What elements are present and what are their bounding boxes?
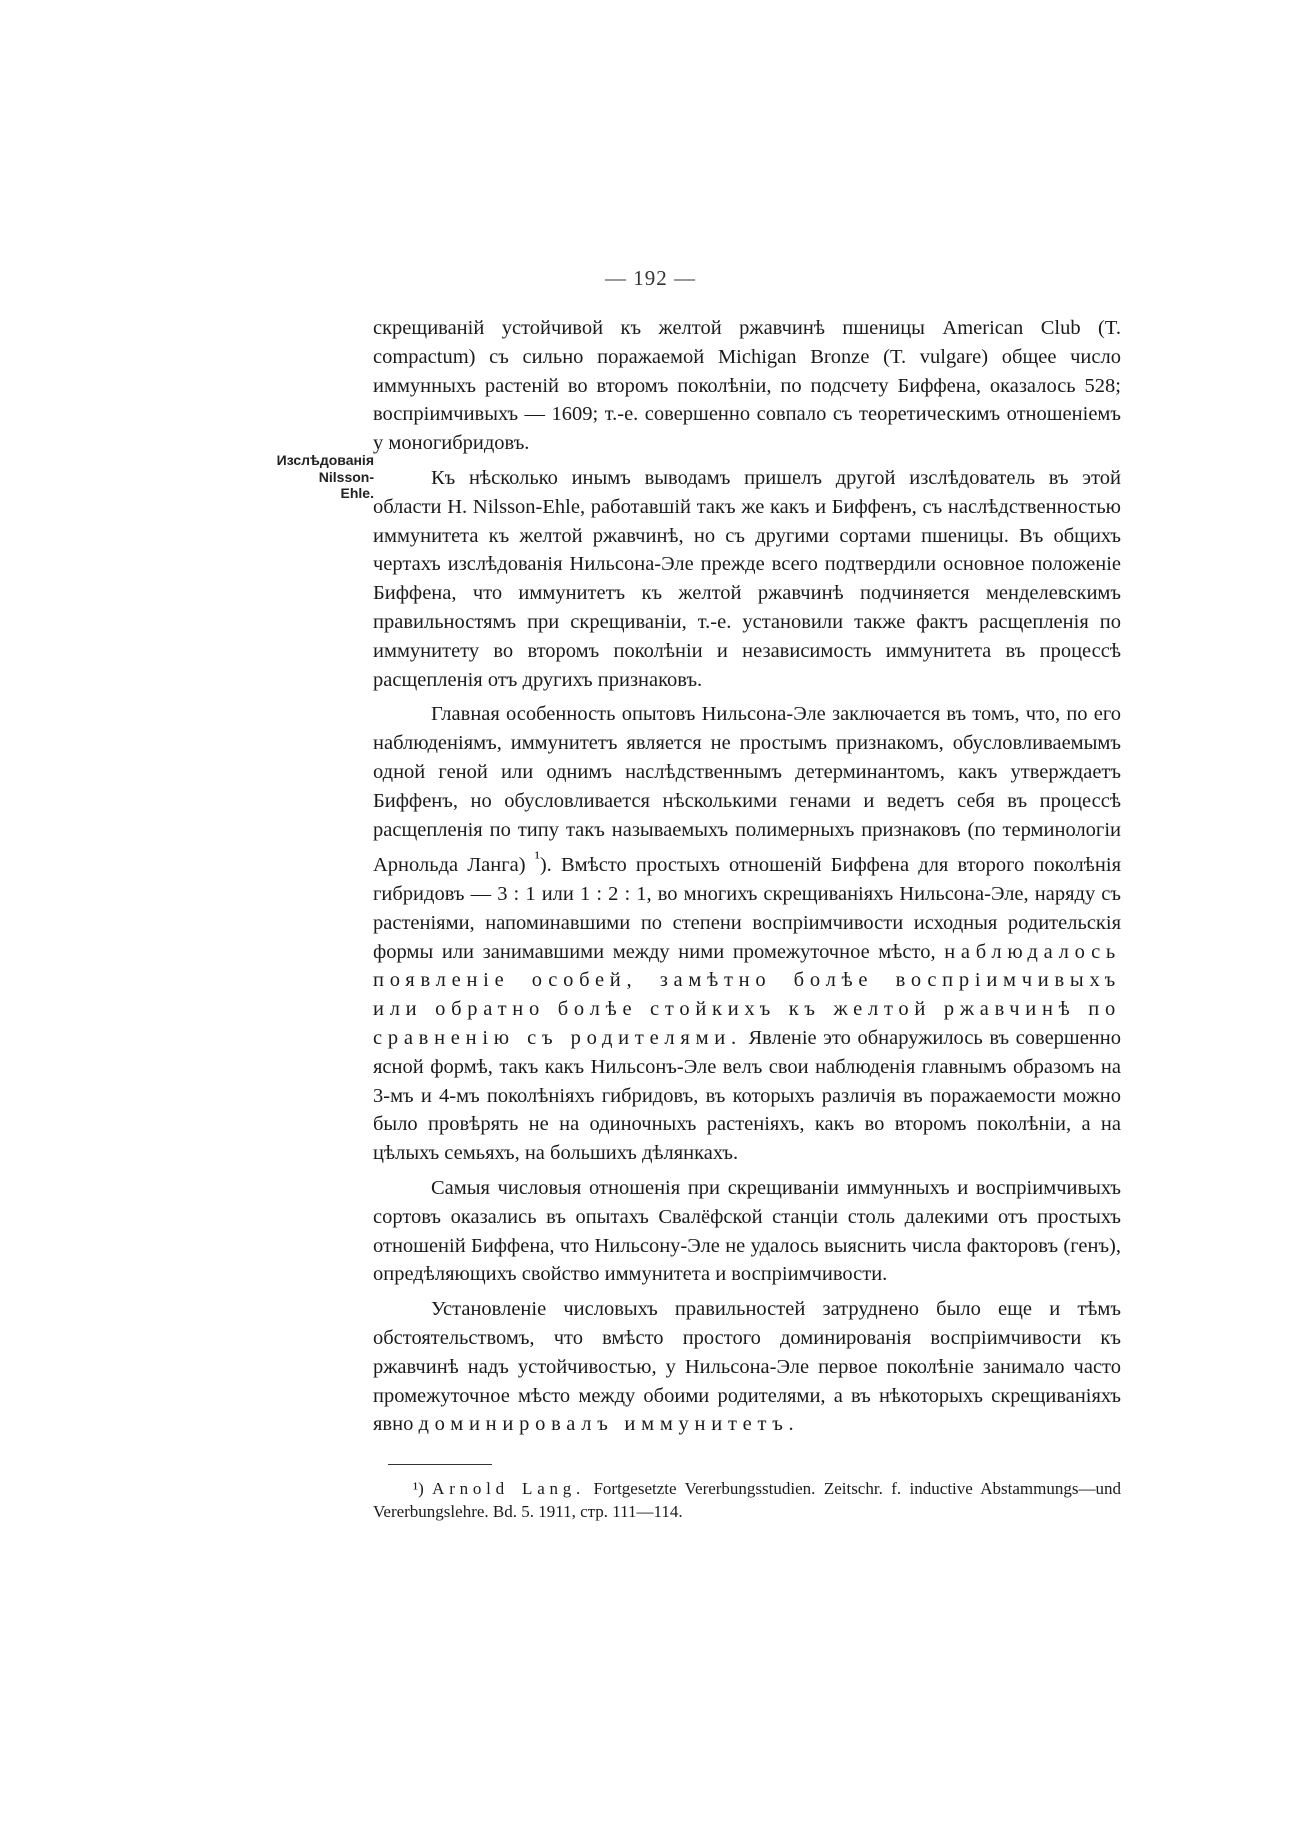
footnote-mark: ¹) bbox=[413, 1479, 424, 1498]
paragraph-text: Установленіе числовыхъ правильностей затруднено было еще и тѣмъ обстоятельствомъ, что вмѣсто простого доминированія воспріимчивости къ ржавчинѣ надъ устойчивостью, у Нильсона-Эле первое поколѣніе занимало часто промежуточное мѣсто между обоими родителями, а въ нѣкоторыхъ скрещиваніяхъ явно bbox=[373, 1298, 1121, 1436]
emphasized-text: наблюдалось появленіе особей, замѣтно болѣе воспріимчивыхъ или обратно болѣе стойкихъ къ желтой ржавчинѣ по сравненію съ родителями. bbox=[373, 940, 1121, 1049]
paragraph-text: Явленіе это обнаружилось въ совершенно ясной формѣ, такъ какъ Нильсонъ-Эле велъ свои наблюденія главнымъ образомъ на 3-мъ и 4-мъ поколѣніяхъ гибридовъ, въ которыхъ различія въ поражаемости можно было провѣрять не на одиночныхъ растеніяхъ, какъ во второмъ поколѣніи, а на цѣлыхъ семьяхъ, на большихъ дѣлянкахъ. bbox=[373, 1026, 1121, 1165]
paragraph-text: Главная особенность опытовъ Нильсона-Эле заключается въ томъ, что, по его наблюденіямъ, иммунитетъ является не простымъ признакомъ, обусловливаемымъ одной геной или однимъ наслѣдственнымъ детерминантомъ, какъ утверждаетъ Биффенъ, но обусловливается нѣсколькими генами и ведетъ себя въ процессѣ расщепленія по типу такъ называемыхъ полимерныхъ признаковъ (по терминологіи Арнольда Ланга) bbox=[373, 703, 1121, 877]
margin-note bbox=[268, 452, 374, 502]
footnote-divider bbox=[388, 1464, 492, 1465]
emphasized-text: доминировалъ иммунитетъ. bbox=[418, 1413, 800, 1436]
footnote bbox=[373, 1478, 1121, 1523]
paragraph bbox=[373, 700, 1121, 1168]
paragraph: Къ нѣсколько инымъ выводамъ пришелъ другой изслѣдователь въ этой области H. Nilsson-Ehle, работавшій такъ же какъ и Биффенъ, съ наслѣдственностью иммунитета къ желтой ржавчинѣ, но съ другими сортами пшеницы. Въ общихъ чертахъ изслѣдованія Нильсона-Эле прежде всего подтвердили основное положеніе Биффена, что иммунитетъ къ желтой ржавчинѣ подчиняется менделевскимъ правильностямъ при скрещиваніи, т.-е. установили также фактъ расщепленія по иммунитету во второмъ поколѣніи и независимость иммунитета въ процессѣ расщепленія отъ другихъ признаковъ. bbox=[373, 466, 1121, 691]
paragraph: Самыя числовыя отношенія при скрещиваніи иммунныхъ и воспріимчивыхъ сортовъ оказались въ опытахъ Свалёфской станціи столь далекими отъ простыхъ отношеній Биффена, что Нильсону-Эле не удалось выяснить числа факторовъ (генъ), опредѣляющихъ свойство иммунитета и воспріимчивости. bbox=[373, 1176, 1121, 1286]
margin-note-line: Nilsson- bbox=[318, 468, 374, 485]
margin-note-line: Ehle. bbox=[340, 485, 374, 501]
paragraph bbox=[373, 1295, 1121, 1439]
margin-note-line: Изслѣдованія bbox=[276, 452, 374, 468]
footnote-reference: ¹ bbox=[534, 848, 540, 868]
footnote-author: Arnold Lang. bbox=[432, 1479, 586, 1498]
paragraph: скрещиваній устойчивой къ желтой ржавчинѣ пшеницы American Club (T. compactum) съ сильно поражаемой Michigan Bronze (T. vulgare) общее число иммунныхъ растеній во второмъ поколѣніи, по подсчету Биффена, оказалось 528; воспріимчивыхъ — 1609; т.-е. совершенно совпало съ теоретическимъ отношеніемъ у моногибридовъ. bbox=[373, 317, 1121, 455]
page-number: — 192 — bbox=[605, 266, 696, 290]
paragraph-text: ). Вмѣсто простыхъ отношеній Биффена для второго поколѣнія гибридовъ — 3 : 1 или 1 : 2 : 1, во многихъ скрещиваніяхъ Нильсона-Эле, наряду съ растеніями, напоминавшими по степени воспріимчивости исходныя родительскія формы или занимавшими между ними промежуточное мѣсто, bbox=[373, 854, 1121, 963]
footnote-text: Fortgesetzte Vererbungsstudien. Zeitschr. f. inductive Abstammungs—und Vererbungslehre. Bd. 5. 1911, стр. 111—114. bbox=[373, 1479, 1121, 1521]
main-text bbox=[373, 314, 1121, 1445]
